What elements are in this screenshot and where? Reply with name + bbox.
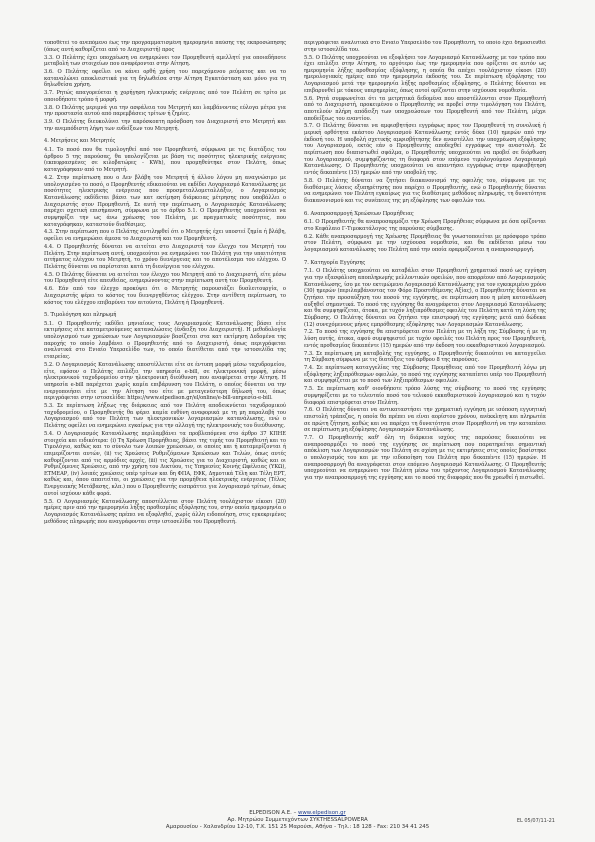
section-heading: 6. Αναπροσαρμογή Χρεώσεων Προμήθειας bbox=[304, 210, 414, 217]
footer-website-link[interactable]: www.elpedison.gr bbox=[297, 810, 346, 816]
left-text-column bbox=[44, 40, 286, 796]
paragraph: 3.3. Ο Πελάτης έχει υποχρέωση να ενημερώνει τον Προμηθευτή αμελλητί για οποιαδήποτε μεταβολή των στοιχείων που αναφέρονται στην Αίτηση. bbox=[44, 54, 286, 68]
paragraph: 5.5. Ο Λογαριασμός Κατανάλωσης αποστέλλεται στον Πελάτη τουλάχιστον είκοσι (20) ημέρες πριν από την ημερομηνία λήξης προθεσμίας εξόφλησης του, στην οποία ημερομηνία ο Λογαριασμός Κατανάλωσης πρέπει να εξοφληθεί, χωρίς άλλη ειδοποίηση, στις εγκεκριμένες μεθόδους πληρωμής που αναγράφονται στην ιστοσελίδα του Προμηθευτή. bbox=[44, 498, 286, 525]
paragraph: 4.1. Το ποσό που θα τιμολογηθεί από τον Προμηθευτή, σύμφωνα με τις διατάξεις του άρθρου 5 της παρούσας, θα υπολογίζεται με βάση τις ποσότητες ηλεκτρικής ενέργειας (εκπεφρασμένες σε κιλοβατώρες - KWh), που προμηθεύτηκε στον Πελάτη, όπως καταγράφηκαν από το Μετρητή. bbox=[44, 147, 286, 174]
paragraph: 7.4. Σε περίπτωση καταγγελίας της Σύμβασης Προμήθειας από τον Προμηθευτή λόγω μη εξόφλησης ληξιπρόθεσμων οφειλών, το ποσό της εγγύησης καταπίπτει υπέρ του Προμηθευτή και συμψηφίζεται με το ποσό των ληξιπρόθεσμων οφειλών. bbox=[304, 365, 546, 385]
section-heading: 7. Κατηγορία Εγγύησης bbox=[304, 259, 366, 266]
paragraph: 6.2. Κάθε αναπροσαρμογή της Χρέωσης Προμήθειας θα γνωστοποιείται με πρόσφορο τρόπο στον Πελάτη, σύμφωνα με την ισχύουσα νομοθεσία, και θα εκδίδεται μέσω του λογαριασμού κατανάλωσης του Πελάτη από την οποία εφαρμόζονται η αναπροσαρμογή. bbox=[304, 233, 546, 253]
paragraph: 4.5. Ο Πελάτης δύναται να αιτείται τον έλεγχο του Μετρητή από το Διαχειριστή, είτε μέσω του Προμηθευτή είτε απευθείας, ενημερώνοντας στην περίπτωση αυτή τον Προμηθευτή. bbox=[44, 271, 286, 285]
paragraph: 5.7. Ο Πελάτης δύναται να αμφισβητήσει εγγράφως προς τον Προμηθευτή τη συνολική ή μερική ορθότητα εκάστου Λογαριασμού Κατανάλωσης εντός δέκα (10) ημερών από την έκδοσή του. Η υποβολή σχετικής αμφισβήτησης δεν αναστέλλει την υποχρέωση εξόφλησης του Λογαριασμού, εκτός εάν ο Προμηθευτής αποδεχθεί εγγράφως την αναστολή. Σε περίπτωση που διαπιστωθεί σφάλμα, ο Προμηθευτής υποχρεούται να προβεί σε διόρθωση του Λογαριασμού, συμψηφίζοντας τη διαφορά στον επόμενο τιμολογούμενο Λογαριασμό Κατανάλωσης. Ο Προμηθευτής υποχρεούται να απαντήσει εγγράφως στην αμφισβήτηση εντός δεκαπέντε (15) ημερών από την υποβολή της. bbox=[304, 123, 546, 177]
paragraph: 5.2. Ο Λογαριασμός Κατανάλωσης αποστέλλεται είτε σε έντυπη μορφή μέσω ταχυδρομείου, είτε, εφόσον ο Πελάτης επιλέξει την υπηρεσία e-bill, σε ηλεκτρονική μορφή, μέσω ηλεκτρονικού ταχυδρομείου στην ηλεκτρονική διεύθυνση που αναφέρεται στην Αίτηση. Η υπηρεσία e-bill παρέχεται χωρίς καμία επιβάρυνση του Πελάτη, ο οποίος δύναται να την ενεργοποιήσει είτε με την Αίτηση του είτε με μεταγενέστερη δήλωσή του, όπως περιγράφεται στην ιστοσελίδα: https://www.elpedison.gr/el/online/e-bill-υπηρεσία-e-bill. bbox=[44, 361, 286, 402]
paragraph: 5.8. Ο Πελάτης δύναται να ζητήσει διακανονισμό της οφειλής του, σύμφωνα με τις διαθέσιμες λύσεις εξυπηρέτησης που παρέχει ο Προμηθευτής, ενώ ο Προμηθευτής δύναται να ενημερώνει τον Πελάτη εγκαίρως για τις διαθέσιμες μεθόδους πληρωμής, τη δυνατότητα διακανονισμού και τις συνέπειες της μη εξόφλησης των οφειλών του. bbox=[304, 177, 546, 204]
paragraph: περιγράφεται αναλυτικά στο Ενιαίο Υπερσελίδο του Προμηθευτή, το οποίο έχει δημοσιευθεί στην ιστοσελίδα του. bbox=[304, 40, 546, 53]
paragraph: 7.1. Ο Πελάτης υποχρεούται να καταβάλει στον Προμηθευτή χρηματικό ποσό ως εγγύηση για την εξασφάλιση αποπληρωμής μελλοντικών οφειλών, που απορρέουν από Λογαριασμούς Κατανάλωσης, ίσο με τον εκτιμώμενο Λογαριασμό Κατανάλωσης για τον εγκεκριμένο χρόνο (30) ημερών (περιλαμβάνοντας τον Φόρο Προστιθέμενης Αξίας), ο Προμηθευτής δύναται να ζητήσει την προσαύξηση του ποσού της εγγύησης, σε περίπτωση που η μέση κατανάλωση αυξηθεί σημαντικά. Το ποσό της εγγύησης θα αναγράφεται στον Λογαριασμό Κατανάλωσης και θα συμψηφίζεται, άτοκα, με τυχόν ληξιπρόθεσμες οφειλές του Πελάτη κατά τη λύση της Σύμβασης. Ο Πελάτης δύναται να ζητήσει την επιστροφή της εγγύησης μετά από δώδεκα (12) συνεχόμενους μήνες εμπρόθεσμης εξόφλησης των Λογαριασμών Κατανάλωσης. bbox=[304, 268, 546, 328]
footer-company-name: ELPEDISON A.E. – bbox=[249, 810, 298, 816]
footer-company-line bbox=[0, 810, 595, 817]
paragraph: 4.3. Στην περίπτωση που ο Πελάτης αντιληφθεί ότι ο Μετρητής έχει υποστεί ζημία ή βλάβη, οφείλει να ενημερώσει άμεσα το Διαχειριστή και τον Προμηθευτή. bbox=[44, 229, 286, 243]
paragraph: 6.1. Ο Προμηθευτής θα αναπροσαρμόζει την Χρέωση Προμήθειας σύμφωνα με όσα ορίζονται στο Κεφάλαιο Γ-Τιμοκατάλογος της παρούσας σύμβασης. bbox=[304, 219, 546, 232]
page-footer bbox=[0, 810, 595, 831]
paragraph: 7.3. Σε περίπτωση μη καταβολής της εγγύησης, ο Προμηθευτής δικαιούται να καταγγείλει τη Σύμβαση σύμφωνα με τις διατάξεις του άρθρου 8 της παρούσας. bbox=[304, 350, 546, 364]
paragraph: 5.6. Ρητά συμφωνείται ότι τα μετρητικά δεδομένα που αποστέλλονται στον Προμηθευτή από το Διαχειριστή, προκειμένου ο Προμηθευτής να προβεί στην τιμολόγηση του Πελάτη, αποτελούν πλήρη απόδειξη των υποχρεώσεων του Προμηθευτή από τον Πελάτη, μέχρι αποδείξεως του εναντίου. bbox=[304, 95, 546, 122]
paragraph: 3.7. Ρητώς απαγορεύεται η χορήγηση ηλεκτρικής ενέργειας από τον Πελάτη σε τρίτο με οποιοδήποτε τρόπο ή μορφή. bbox=[44, 90, 286, 103]
footer-address-line: Αμαρουσίου - Χαλανδρίου 12-10, Τ.Κ. 151 25 Μαρούσι, Αθήνα - Τηλ.: 18 128 - Fax: 210 34 41 245 bbox=[165, 824, 430, 830]
paragraph: 5.1. Ο Προμηθευτής εκδίδει μηνιαίους τους Λογαριασμούς Κατανάλωσης βάσει είτε εκτιμήσεις είτε καταμετρούμενες καταναλώσεις (ένδειξη του Διαχειριστή). Η μεθοδολογία υπολογισμού των χρεώσεων των Λογαριασμών βασίζεται στα κατ εκτίμηση Δεδομένα της παροχής το οποίο λαμβάνει ο Προμηθευτής από το Διαχειριστή, όπως περιγράφεται αναλυτικά στο Ενιαίο Υπερσελίδο των, το οποίο διατίθεται από την ιστοσελίδα της εταιρείας. bbox=[44, 320, 286, 361]
paragraph: 7.2. Το ποσό της εγγύησης θα επιστρέφεται στον Πελάτη με τη λήξη της Σύμβασης ή με τη λύση αυτής, άτοκα, αφού συμψηφιστεί με τυχόν οφειλές του Πελάτη προς τον Προμηθευτή, εντός προθεσμίας δεκαπέντε (15) ημερών από την έκδοση του εκκαθαριστικού λογαριασμού. bbox=[304, 329, 546, 349]
paragraph: 7.6. Ο Πελάτης δύναται να αντικαταστήσει την χρηματική εγγύηση με ισόποση εγγυητική επιστολή τράπεζας, η οποία θα πρέπει να είναι αορίστου χρόνου, ανέκκλητη και πληρωτέα σε πρώτη ζήτηση, καθώς και να παρέχει τη δυνατότητα στον Προμηθευτή να την καταπέσει σε περίπτωση μη εξόφλησης Λογαριασμών Κατανάλωσης. bbox=[304, 407, 546, 434]
paragraph: 4.4. Ο Προμηθευτής δύναται να αιτείται στο Διαχειριστή τον έλεγχο του Μετρητή του Πελάτη. Στην περίπτωση αυτή, υποχρεούται να ενημερώνει τον Πελάτη για την υπαιτιότητα αιτήματος ελέγχου του Μετρητή, το χρόνο διενέργειας και το αποτέλεσμα του ελέγχου. Ο Πελάτης δύναται να παρίσταται κατά τη διενέργεια του ελέγχου. bbox=[44, 243, 286, 270]
paragraph: τοποθέτεί το ανεπόμενο έως την προγραμματισμένη ημερομηνία παύσης της εκπροσώπησης (όπως αυτή καθορίζεται από το Διαχειριστή) προς bbox=[44, 40, 286, 53]
paragraph: 5.5. Ο Πελάτης υποχρεούται να εξοφλήσει τον Λογαριασμό Κατανάλωσης με τον τρόπο που έχει επιλέξει στην Αίτηση, το αργότερο έως την ημερομηνία που ορίζεται σε αυτόν ως ημερομηνία λήξης προθεσμίας εξόφλησης, η οποία θα απέχει τουλάχιστον είκοσι (20) ημερολογιακές ημέρες από την ημερομηνία έκδοσής του. Σε περίπτωση εξόφλησης του Λογαριασμού μετά την ημερομηνία λήξης προθεσμίας εξόφλησης, ο Πελάτης δύναται να επιβαρυνθεί με τόκους υπερημερίας, όπως αυτοί ορίζονται στην ισχύουσα νομοθεσία. bbox=[304, 54, 546, 94]
paragraph: 3.8. Ο Πελάτης μεριμνά για την ασφάλεια του Μετρητή και λαμβάνοντας εύλογα μέτρα για την προστασία αυτού από παρεμβάσεις τρίτων ή ζημίες. bbox=[44, 104, 286, 118]
paragraph: 4.6. Εάν από τον έλεγχο προκύψει ότι ο Μετρητής παρουσιάζει δυσλειτουργία, ο Διαχειριστής φέρει το κόστος του διενεργηθέντος ελέγχου. Στην αντίθετη περίπτωση, το κόστος του ελέγχου επιβαρύνει τον αιτούντα, Πελάτη ή Προμηθευτή. bbox=[44, 286, 286, 306]
right-text-column bbox=[304, 40, 546, 796]
paragraph: 3.6. Ο Πελάτης οφείλει να κάνει ορθή χρήση του παρεχόμενου ρεύματος και να το καταναλώνει αποκλειστικά για τη δηλωθείσα στην Αίτηση Εγκατάσταση και μόνο για τη δηλωθείσα χρήση. bbox=[44, 69, 286, 89]
paragraph: 5.3. Σε περίπτωση λήξεως της διάρκειας από τον Πελάτη αποδεικνύεται ταχυδρομικού ταχυδρομείου, ο Προμηθευτής θα φέρει καμία ευθύνη αναφορικά με τη μη παραλαβή του Λογαριασμού από τον Πελάτη των ηλεκτρονικών λογαριασμών κατανάλωσης, ενώ ο Πελάτης οφείλει να ενημερώνει εγκαίρως για την αλλαγή της ηλεκτρονικής του διεύθυνσης. bbox=[44, 403, 286, 430]
footer-registry-line: Αρ. Μητρώου Συμμετεχόντων ΣΥΚΤHESSALPOWERA bbox=[227, 817, 368, 823]
paragraph: 7.7. Ο Προμηθευτής καθ' όλη τη διάρκεια ισχύος της παρούσας δικαιούται να αναπροσαρμόζει το ποσό της εγγύησης σε περίπτωση που παρατηρείται σημαντική απόκλιση των Λογαριασμών του Πελάτη σε σχέση με τις εκτιμήσεις στις οποίες βασίστηκε ο υπολογισμός του και με την ειδοποίηση του Πελάτη προ δεκαπέντε (15) ημερών. Η αναπροσαρμογή θα αναγράφεται στον επόμενο Λογαριασμό Κατανάλωσης. Ο Προμηθευτής υποχρεούται να ενημερώνει τον Πελάτη μέσω του τρέχοντος Λογαριασμού Κατανάλωσης για την αναπροσαρμογή της εγγύησης και το ποσό της διαφοράς που θα χρεωθεί ή πιστωθεί. bbox=[304, 435, 546, 482]
section-heading: 4. Μετρήσεις και Μετρητές bbox=[44, 138, 116, 145]
paragraph: 7.5. Σε περίπτωση καθ' οιονδήποτε τρόπο λύσης της σύμβασης το ποσό της εγγύησης συμψηφίζεται με το τελευταίο ποσό του τελικού εκκαθαριστικού λογαριασμού και η τυχόν διαφορά επιστρέφεται στον Πελάτη. bbox=[304, 386, 546, 406]
document-code: EL 05/07/11-21 bbox=[516, 818, 555, 824]
paragraph: 3.9. Ο Πελάτης διευκολύνει την απρόσκοπτη πρόσβαση του Διαχειριστή στο Μετρητή και την ανεμπόδιστη λήψη των ενδείξεων του Μετρητή. bbox=[44, 119, 286, 132]
paragraph: 4.2. Στην περίπτωση που ο Δεν βλάβη του Μετρητή ή άλλου λόγου μη αναγνώσιμο με υπολογισμένο το ποσό, ο Προμηθευτής εδικαιούται να εκδίδει Λογαριασμό Κατανάλωσης με ποσότητες ηλεκτρικής ενέργειας που προσμεταλλομεταλλάξιν, ο Λογαριασμός Κατανάλωσης εκδίδεται βάσει των κατ εκτίμηση διάρκειας μέτρησης που υποβάλλει ο Διαχειριστής στον Προμηθευτή. Σε αυτή την περίπτωση, ο Λογαριασμός Κατανάλωσης παρέχει σχετική επισήμανση, σύμφωνα με το άρθρο 5.1. Ο Προμηθευτής υποχρεούται να συμψηφίζει την ως άνω χρέωσης του Πελάτη, με πραγματικές ποσότητες, που καταγράφηκαν, καταστούν διαθέσιμες. bbox=[44, 174, 286, 228]
paragraph: 5.4. Ο Λογαριασμός Κατανάλωσης περιλαμβάνει τα προβλεπόμενα στο άρθρο 37 ΚΠΗΕ στοιχεία και ειδικότερα: (i) Τη Χρέωση Προμήθειας, βάσει της τιμής του Προμηθευτή και το Τιμολόγιο, καθώς και το σύνολο των λοιπών χρεώσεων, οι οποίες και ή καταμερίζονται ή επιμερίζονται αυτών, (ii) τις Χρεώσεις Ρυθμιζόμενων Χρεώσεων και Τελών, όπως αυτές καθορίζονται από τις αρμόδιες αρχές, (iii) τις Χρεώσεις για το Διαχειριστή, καθώς και οι Ρυθμιζόμενες Χρεώσεις, από την χρήση του Δικτύου, τις Υπηρεσίες Κοινής Ωφέλειας (ΥΚΩ), ΕΤΜΕΑΡ, (iv) λοιπές χρεώσεις υπέρ τρίτων και δη ΦΠΑ, ΕΦΚ, Δημοτικά Τέλη και Τέλη ΕΡΤ, καθώς και, όπου απαιτείται, οι χρεώσεις για την προμήθεια ηλεκτρικής ενέργειας (Τέλος Ενεργειακής Μετάβασης, κλπ.) που ο Προμηθευτής εισπράττει για λογαριασμό τρίτων, όπως αυτοί ισχύουν κάθε φορά. bbox=[44, 430, 286, 497]
section-heading: 5. Τιμολόγηση και πληρωμή bbox=[44, 312, 117, 319]
